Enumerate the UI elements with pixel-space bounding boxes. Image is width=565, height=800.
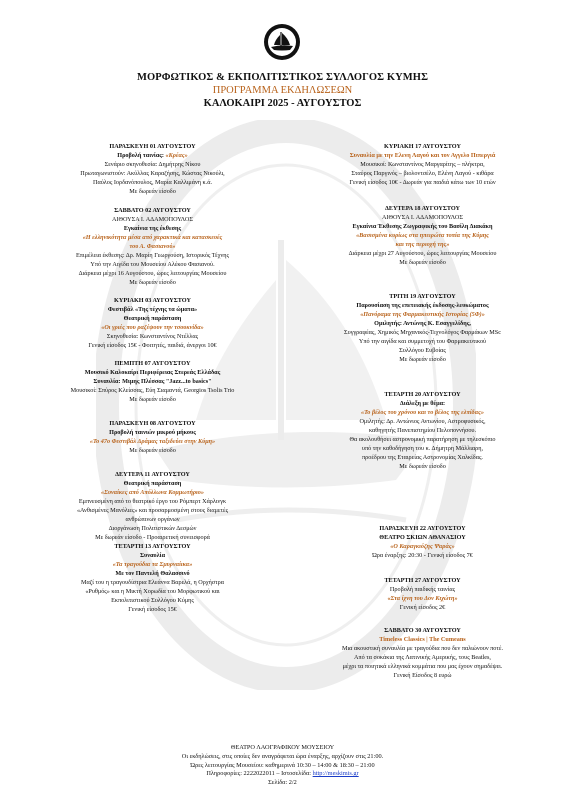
page-number: Σελίδα: 2/2 <box>268 779 297 787</box>
event-title: «Κρέας» <box>165 152 188 159</box>
event-title: «Το βέλος του χρόνου και το βέλος της ελπίδας» <box>361 409 484 416</box>
event-date: ΔΕΥΤΕΡΑ 18 ΑΥΓΟΥΣΤΟΥ <box>384 205 461 212</box>
event-line: Συλλόγου Ευβοίας <box>399 347 446 354</box>
event-line: Με δωρεάν είσοδο <box>129 279 176 286</box>
event-date: ΣΑΒΒΑΤΟ 30 ΑΥΓΟΥΣΤΟΥ <box>384 627 461 634</box>
event-kind: Διάλεξη με θέμα: <box>399 400 446 407</box>
event-line: Διάρκεια μέχρι 16 Αυγούστου, ώρες λειτουργίας Μουσείου <box>78 270 227 277</box>
event-kind: ΘΕΑΤΡΟ ΣΚΙΩΝ ΑΘΑΝΑΣΙΟΥ <box>379 534 466 541</box>
event-kind: Συναυλία <box>139 552 166 559</box>
event-kind: Προβολή ταινίας: <box>117 152 164 159</box>
event-kind-2: Με τον Παντελή Θαλασσινό <box>115 570 190 577</box>
event-line: Εκπολιτιστικού Συλλόγου Κύμης <box>111 597 194 604</box>
event-title: «Συναίκες από Απόλλωνα Κομμωτήριο» <box>101 489 204 496</box>
event-date: ΤΕΤΑΡΤΗ 20 ΑΥΓΟΥΣΤΟΥ <box>384 391 461 398</box>
event-kind: Προβολή ταινιών μικρού μήκους <box>109 429 196 436</box>
event-line: Γενική είσοδος 2€ <box>399 604 446 611</box>
event-title-cont: του Α. Φασιανού» <box>129 243 176 250</box>
event-title: «Η ελληνικότητα μέσα από χαρακτικά και κατασκευές <box>82 234 223 241</box>
event-line: Επιμέλεια έκθεσης: Δρ. Μαρίη Γεωργούση, Ιστορικός Τέχνης <box>76 252 229 259</box>
event-line: Μαζί του η τραγουδίστρια Ελεάννα Βαρελά, η Ορχήστρα <box>80 579 224 586</box>
event-place: ΑΙΘΟΥΣΑ Ι. ΑΔΑΜΟΠΟΥΛΟΣ <box>382 214 463 221</box>
event-title: «Πανόραμα της Φαρμακευτικής Ιστορίας (5Φ)» <box>360 311 485 318</box>
period-title: ΚΑΛΟΚΑΙΡΙ 2025 - ΑΥΓΟΥΣΤΟΣ <box>203 98 362 109</box>
footer-venue: ΘΕΑΤΡΟ ΛΑΟΓΡΑΦΙΚΟΥ ΜΟΥΣΕΙΟΥ <box>230 744 335 751</box>
event-line: Μια ακουστική συναυλία με τραγούδια που δεν παλιώνουν ποτέ. <box>341 645 504 652</box>
event-kind: Θεατρική παράσταση <box>123 480 182 487</box>
event-aug-07 <box>20 359 285 404</box>
event-line: Γενική είσοδος 15€ <box>128 606 177 613</box>
website-link[interactable]: http://meskimis.gr <box>312 770 359 778</box>
event-line: Με δωρεάν είσοδο <box>399 356 446 363</box>
event-line: Με δωρεάν είσοδο <box>399 463 446 470</box>
event-line: Σενάριο σκηνοθεσία: Δημήτρης Νίκου <box>104 161 201 168</box>
event-speaker: Ομιλητής: Αντώνης Κ. Εσαγγελίδης, <box>374 320 471 327</box>
event-line: Συγγραφέας, Χημικός Μηχανικός-Τεχνολόγος Φαρμάκων MSc <box>344 329 501 336</box>
event-date: ΔΕΥΤΕΡΑ 11 ΑΥΓΟΥΣΤΟΥ <box>115 471 190 478</box>
event-line: Διοργάνωση Πολιτιστικών Δεσμών <box>108 525 197 532</box>
ship-logo-icon <box>262 22 302 62</box>
event-line: Υπό την Αιγίδα του Μουσείου Αλέκου Φασιανού. <box>90 261 215 268</box>
event-aug-13 <box>20 542 285 614</box>
event-kind: Προβολή παιδικής ταινίας <box>389 586 456 593</box>
event-aug-08 <box>20 419 285 455</box>
event-aug-01 <box>20 142 285 196</box>
event-line: Σταύρος Παργινός – βιολοντσέλο, Ελένη Λαγού - κιθάρα <box>351 170 494 177</box>
event-line: Με δωρεάν είσοδο <box>129 396 176 403</box>
footer <box>0 744 565 788</box>
event-title: «Στα ίχνη του Δον Κιχώτη» <box>387 595 458 602</box>
event-line: Ομιλητής: Δρ. Αντώνιος Αντωνίου, Αστροφυσικός, <box>359 418 486 425</box>
event-line: Με δωρεάν είσοδο <box>129 188 176 195</box>
event-line: Με δωρεάν είσοδο - Προαιρετική συνεισφορά <box>95 534 210 541</box>
footer-info-text: Πληροφορίες: 2222022011 – Ιστοσελίδα: <box>206 770 313 778</box>
event-line: Γενική Είσοδος 8 ευρώ <box>393 672 452 679</box>
event-title: «Το 47ο Φεστιβάλ Δράμας ταξιδεύει στην Κύμη» <box>89 438 216 445</box>
event-kind: Παρουσίαση της επετειακής έκδοσης-λευκώματος <box>356 302 489 309</box>
event-aug-30 <box>290 626 555 680</box>
event-line: Παύλος Ιορδανόπουλος, Μαρία Καλλιμάνη κ.ά. <box>92 179 213 186</box>
event-line: υπό την καθοδήγηση του κ. Δήμητρη Μάλλιαρη, <box>361 445 484 452</box>
event-line: Με δωρεάν είσοδο <box>129 447 176 454</box>
event-line: «Ρυθμός» και η Μικτή Χορωδία του Μορφωτικού και <box>85 588 220 595</box>
event-date: ΠΑΡΑΣΚΕΥΗ 08 ΑΥΓΟΥΣΤΟΥ <box>109 420 196 427</box>
event-title: Timeless Classics | The Cumeans <box>379 636 466 643</box>
program-subtitle: ΠΡΟΓΡΑΜΜΑ ΕΚΔΗΛΩΣΕΩΝ <box>212 85 353 96</box>
event-date: ΠΑΡΑΣΚΕΥΗ 01 ΑΥΓΟΥΣΤΟΥ <box>109 143 196 150</box>
event-line: Πρωταγωνιστούν: Ακύλλας Καραζήσης, Κώστας Νικούλι, <box>80 170 225 177</box>
event-date: ΚΥΡΙΑΚΗ 03 ΑΥΓΟΥΣΤΟΥ <box>114 297 191 304</box>
event-line: Μουσικοί: Σπύρος Κλείσσας, Εύη Σιαμαντά, Georgios Tsolis Trio <box>70 387 235 394</box>
event-line: Διάρκεια μέχρι 27 Αυγούστου, ώρες λειτουργίας Μουσείου <box>348 250 497 257</box>
event-kind: Μουσικό Καλοκαίρι Περιφέρειας Στερεάς Ελλάδας <box>84 369 221 376</box>
event-date: ΠΑΡΑΣΚΕΥΗ 22 ΑΥΓΟΥΣΤΟΥ <box>379 525 466 532</box>
event-kind-2: Θεατρική παράσταση <box>123 315 182 322</box>
event-aug-19 <box>290 292 555 364</box>
footer-info <box>0 770 565 779</box>
event-title: «Βασισμένα κυρίως στα ηπειρώτα τοπία της Κύμης <box>356 232 489 239</box>
event-line: Μουσικοί: Κωνσταντίνος Μαργαρίτης – πλήκτρα, <box>360 161 485 168</box>
event-title: «Ο Καραγκιόζης Ψαράς» <box>390 543 455 550</box>
event-line: Θα ακολουθήσει αστρονομική παρατήρηση με τηλεσκόπιο <box>349 436 496 443</box>
event-aug-02 <box>20 206 285 287</box>
event-kind: Εγκαίνια Έκθεσης Ζωγραφικής του Βασίλη Διακάκη <box>352 223 493 230</box>
event-line: μέχρι τα ποιητικά ελληνικά κομμάτια που μας έχουν σημαδέψει. <box>342 663 503 670</box>
event-kind: Φεστιβάλ «Της τέχνης τα ώματα» <box>107 306 198 313</box>
event-date: ΤΡΙΤΗ 19 ΑΥΓΟΥΣΤΟΥ <box>389 293 456 300</box>
event-date: ΣΑΒΒΑΤΟ 02 ΑΥΓΟΥΣΤΟΥ <box>114 207 191 214</box>
event-line: Με δωρεάν είσοδο <box>399 259 446 266</box>
event-kind: Εγκαίνια της έκθεσης <box>123 225 182 232</box>
event-line: ανθρώπινων οργάνων <box>125 516 180 523</box>
event-title: «Τα τραγούδια τα Σμυρναίικα» <box>112 561 193 568</box>
event-date: ΤΕΤΑΡΤΗ 27 ΑΥΓΟΥΣΤΟΥ <box>384 577 461 584</box>
event-line: Εμπνευσμένη από το θεατρικό έργο του Ρόμπερτ Χάρλινγκ <box>78 498 227 505</box>
event-aug-18 <box>290 204 555 267</box>
event-date: ΤΕΤΑΡΤΗ 13 ΑΥΓΟΥΣΤΟΥ <box>114 543 191 550</box>
event-place: ΑΙΘΟΥΣΑ Ι. ΑΔΑΜΟΠΟΥΛΟΣ <box>112 216 193 223</box>
event-date: ΚΥΡΙΑΚΗ 17 ΑΥΓΟΥΣΤΟΥ <box>384 143 461 150</box>
event-title: Συναυλία με την Ελενη Λαγού και τον Αγγελο Πιπεργιά <box>349 152 496 159</box>
event-aug-22 <box>290 524 555 560</box>
event-line: Γενική είσοδος 10€ - Δωρεάν για παιδιά κάτω των 10 ετών <box>349 179 496 186</box>
event-aug-27 <box>290 576 555 612</box>
event-line: Γενική είσοδος 15€ - Φοιτητές, παιδιά, άνεργοι 10€ <box>88 342 217 349</box>
footer-start-note: Οι εκδηλώσεις, στις οποίες δεν αναγράφεται ώρα έναρξης, αρχίζουν στις 21:00. <box>181 752 384 760</box>
event-line: Υπό την αιγίδα και συμμετοχή του Φαρμακευτικού <box>358 338 487 345</box>
event-line: καθηγητής Πανεπιστημίου Πελοποννήσου. <box>368 427 477 434</box>
event-aug-20 <box>290 390 555 471</box>
event-line: προέδρου της Εταιρείας Αστρονομίας Χαλκίδας. <box>362 454 483 461</box>
event-title: «Οι γριές που ραζέψουν την τσουκνίδα» <box>101 324 204 331</box>
event-kind-2: Συναυλία: Μιμης Πλέσσας "Jazz...to basics" <box>93 378 212 385</box>
event-title-cont: και της περιοχή της» <box>395 241 450 248</box>
event-line: «Ανθισμένες Μανόλιες» και προσαρμοσμένη στους διαμετές <box>76 507 229 514</box>
event-date: ΠΕΜΠΤΗ 07 ΑΥΓΟΥΣΤΟΥ <box>114 360 191 367</box>
event-line: Σκηνοθεσία: Κωνσταντίνος Ντέλλας <box>106 333 199 340</box>
event-aug-11 <box>20 470 285 542</box>
event-line: Ώρα έναρξης: 20:30 - Γενική είσοδος 7€ <box>372 552 473 559</box>
event-aug-03 <box>20 296 285 350</box>
event-aug-17 <box>290 142 555 187</box>
footer-hours: Ώρες λειτουργίας Μουσείου: καθημερινά 10:30 – 14:00 & 18:30 – 21:00 <box>190 761 375 769</box>
event-line: Από τα σοκάκια της Λατινικής Αμερικής, τους Beatles, <box>354 654 491 661</box>
organization-title: ΜΟΡΦΩΤΙΚΟΣ & ΕΚΠΟΛΙΤΙΣΤΙΚΟΣ ΣΥΛΛΟΓΟΣ ΚΥΜΗΣ <box>136 72 429 83</box>
